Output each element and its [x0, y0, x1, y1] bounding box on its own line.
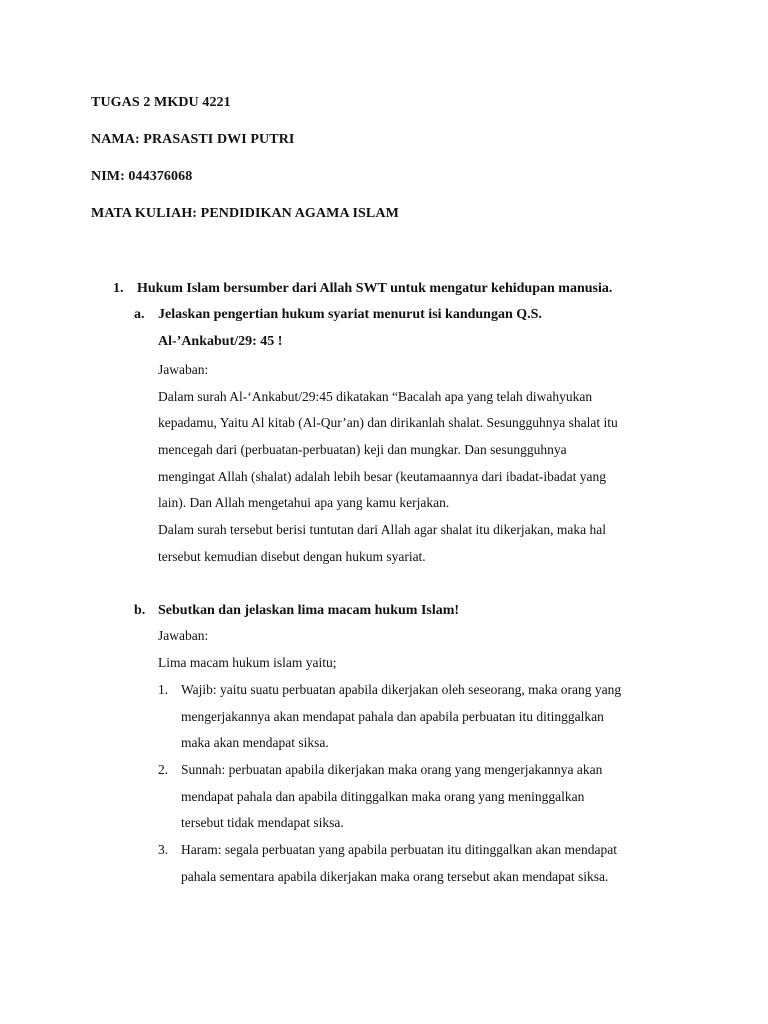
part-a-letter: a. [134, 307, 145, 322]
part-a-question-line2: Al-’Ankabut/29: 45 ! [158, 334, 283, 349]
list-item-line: tersebut tidak mendapat siksa. [181, 815, 344, 831]
question-1 [113, 281, 612, 297]
part-a-answer [158, 357, 678, 571]
list-item-line: mengerjakannya akan mendapat pahala dan apabila perbuatan itu ditinggalkan [181, 708, 604, 724]
answer-line: Lima macam hukum islam yaitu; [158, 654, 337, 670]
answer-line: mencegah dari (perbuatan-perbuatan) keji dan mungkar. Dan sesungguhnya [158, 442, 567, 458]
course-name: MATA KULIAH: PENDIDIKAN AGAMA ISLAM [91, 206, 399, 221]
list-item-number: 3. [158, 842, 169, 857]
student-name: NAMA: PRASASTI DWI PUTRI [91, 132, 295, 147]
answer-line: mengingat Allah (shalat) adalah lebih besar (keutamaannya dari ibadat-ibadat yang [158, 468, 606, 484]
part-a-question-line1: Jelaskan pengertian hukum syariat menurut isi kandungan Q.S. [158, 307, 542, 322]
answer-line: Jawaban: [158, 628, 209, 643]
answer-line: Dalam surah Al-‘Ankabut/29:45 dikatakan “Bacalah apa yang telah diwahyukan [158, 388, 593, 404]
list-item-line: Sunnah: perbuatan apabila dikerjakan maka orang yang mengerjakannya akan [181, 762, 603, 777]
question-1-number: 1. [113, 281, 124, 296]
answer-line: Jawaban: [158, 362, 209, 377]
answer-line: lain). Dan Allah mengetahui apa yang kamu kerjakan. [158, 495, 450, 511]
answer-line: Dalam surah tersebut berisi tuntutan dari Allah agar shalat itu dikerjakan, maka hal [158, 522, 606, 538]
list-item-line: Haram: segala perbuatan yang apabila perbuatan itu ditinggalkan akan mendapat [181, 842, 617, 857]
part-b-letter: b. [134, 603, 146, 618]
part-b-answer-intro [158, 623, 678, 676]
list-item-line: mendapat pahala dan apabila ditinggalkan maka orang yang meninggalkan [181, 788, 585, 804]
part-b-question [134, 603, 459, 619]
list-item-line: Wajib: yaitu suatu perbuatan apabila dikerjakan oleh seseorang, maka orang yang [181, 682, 622, 697]
assignment-title: TUGAS 2 MKDU 4221 [91, 95, 231, 110]
question-1-text: Hukum Islam bersumber dari Allah SWT untuk mengatur kehidupan manusia. [137, 281, 613, 296]
answer-line: tersebut kemudian disebut dengan hukum syariat. [158, 548, 426, 564]
part-b-question-text: Sebutkan dan jelaskan lima macam hukum Islam! [158, 603, 460, 618]
answer-line: kepadamu, Yaitu Al kitab (Al-Qur’an) dan dirikanlah shalat. Sesungguhnya shalat itu [158, 415, 618, 431]
student-nim: NIM: 044376068 [91, 169, 193, 184]
part-a-question [134, 307, 542, 323]
list-item-line: pahala sementara apabila dikerjakan maka orang tersebut akan mendapat siksa. [181, 868, 609, 884]
list-item-number: 2. [158, 762, 169, 777]
list-item-number: 1. [158, 682, 169, 697]
list-item-line: maka akan mendapat siksa. [181, 735, 329, 751]
